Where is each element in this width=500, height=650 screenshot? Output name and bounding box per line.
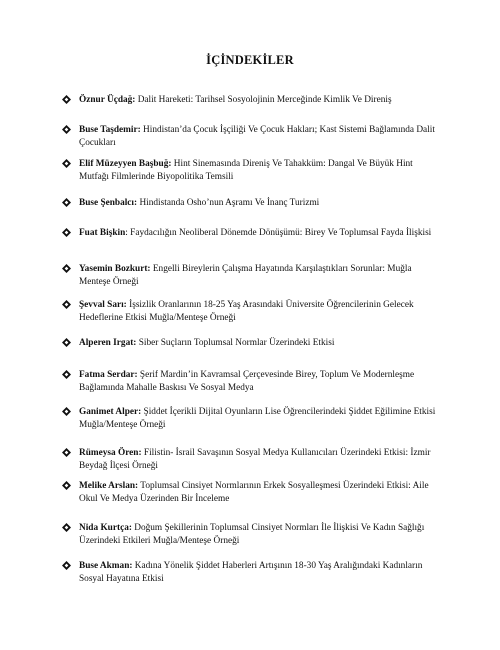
entry-title: Filistin- İsrail Savaşının Sosyal Medya Kullanıcıları Üzerindeki Etkisi: İzmir Beydağ İlçesi Örneği bbox=[79, 448, 431, 472]
entry-author: Şevval Sarı: bbox=[79, 300, 127, 310]
diamond-bullet-icon bbox=[62, 370, 71, 379]
diamond-bullet-icon bbox=[62, 198, 71, 207]
list-item bbox=[62, 94, 442, 107]
entry-author: Ganimet Alper: bbox=[79, 407, 142, 417]
entry-author: Buse Taşdemir: bbox=[79, 125, 141, 135]
entry-author: Öznur Üçdağ: bbox=[79, 95, 136, 105]
list-item bbox=[62, 369, 442, 396]
entry-title: Şerif Mardin’in Kavramsal Çerçevesinde Birey, Toplum Ve Modernleşme Bağlamında Mahalle Baskısı Ve Sosyal Medya bbox=[79, 370, 415, 394]
entry-title: Toplumsal Cinsiyet Normlarının Erkek Sosyalleşmesi Üzerindeki Etkisi: Aile Okul Ve Medya Üzerinden Bir İnceleme bbox=[79, 481, 429, 505]
entry-author: Buse Şenbalcı: bbox=[79, 198, 138, 208]
list-item bbox=[62, 197, 442, 210]
list-item bbox=[62, 124, 442, 151]
entry-title: Engelli Bireylerin Çalışma Hayatında Karşılaştıkları Sorunlar: Muğla Menteşe Örneği bbox=[79, 264, 412, 288]
diamond-bullet-icon bbox=[62, 228, 71, 237]
entry-author: Alperen Irgat: bbox=[79, 338, 137, 348]
list-item bbox=[62, 263, 442, 290]
list-item bbox=[62, 299, 442, 326]
entry-author: Fatma Serdar: bbox=[79, 370, 138, 380]
list-item bbox=[62, 480, 442, 507]
entry-title: Şiddet İçerikli Dijital Oyunların Lise Öğrencilerindeki Şiddet Eğilimine Etkisi Muğla/Menteşe Örneği bbox=[79, 407, 436, 431]
list-item bbox=[62, 447, 442, 474]
list-item bbox=[62, 158, 442, 185]
list-item bbox=[62, 406, 442, 433]
diamond-bullet-icon bbox=[62, 407, 71, 416]
page-title: İÇİNDEKİLER bbox=[206, 53, 294, 67]
entry-title: İşsizlik Oranlarının 18-25 Yaş Arasındaki Üniversite Öğrencilerinin Gelecek Hedeflerine Etkisi Muğla/Menteşe Örneği bbox=[79, 300, 414, 324]
diamond-bullet-icon bbox=[62, 159, 71, 168]
diamond-bullet-icon bbox=[62, 481, 71, 490]
list-item bbox=[62, 560, 442, 587]
entry-title: Dalit Hareketi: Tarihsel Sosyolojinin Merceğinde Kimlik Ve Direniş bbox=[135, 95, 392, 105]
diamond-bullet-icon bbox=[62, 338, 71, 347]
diamond-bullet-icon bbox=[62, 95, 71, 104]
entry-title: Kadına Yönelik Şiddet Haberleri Artışının 18-30 Yaş Aralığındaki Kadınların Sosyal Hayatına Etkisi bbox=[79, 561, 423, 585]
entry-title: Hindistanda Osho’nun Aşramı Ve İnanç Turizmi bbox=[137, 198, 320, 208]
entry-author: Buse Akman: bbox=[79, 561, 133, 571]
diamond-bullet-icon bbox=[62, 523, 71, 532]
entry-author: Rümeysa Ören: bbox=[79, 448, 142, 458]
entry-author: Melike Arslan: bbox=[79, 481, 139, 491]
list-item bbox=[62, 337, 442, 350]
diamond-bullet-icon bbox=[62, 264, 71, 273]
entry-author: Nida Kurtça: bbox=[79, 523, 132, 533]
entry-author: Fuat Bişkin bbox=[79, 228, 126, 238]
entry-author: Elif Müzeyyen Başbuğ: bbox=[79, 159, 172, 169]
entry-title: Siber Suçların Toplumsal Normlar Üzerindeki Etkisi bbox=[136, 338, 335, 348]
entry-title: Doğum Şekillerinin Toplumsal Cinsiyet Normları İle İlişkisi Ve Kadın Sağlığı Üzerindeki Etkileri Muğla/Menteşe Örneği bbox=[79, 523, 425, 547]
list-item bbox=[62, 227, 442, 240]
list-item bbox=[62, 522, 442, 549]
entry-author: Yasemin Bozkurt: bbox=[79, 264, 151, 274]
entry-title: : Faydacılığın Neoliberal Dönemde Dönüşümü: Birey Ve Toplumsal Fayda İlişkisi bbox=[125, 228, 432, 238]
diamond-bullet-icon bbox=[62, 300, 71, 309]
entry-title: Hint Sinemasında Direniş Ve Tahakküm: Dangal Ve Büyük Hint Mutfağı Filmlerinde Biyopolitika Temsili bbox=[79, 159, 413, 183]
entry-title: Hindistan’da Çocuk İşçiliği Ve Çocuk Hakları; Kast Sistemi Bağlamında Dalit Çocukları bbox=[79, 125, 435, 149]
diamond-bullet-icon bbox=[62, 125, 71, 134]
diamond-bullet-icon bbox=[62, 561, 71, 570]
diamond-bullet-icon bbox=[62, 448, 71, 457]
